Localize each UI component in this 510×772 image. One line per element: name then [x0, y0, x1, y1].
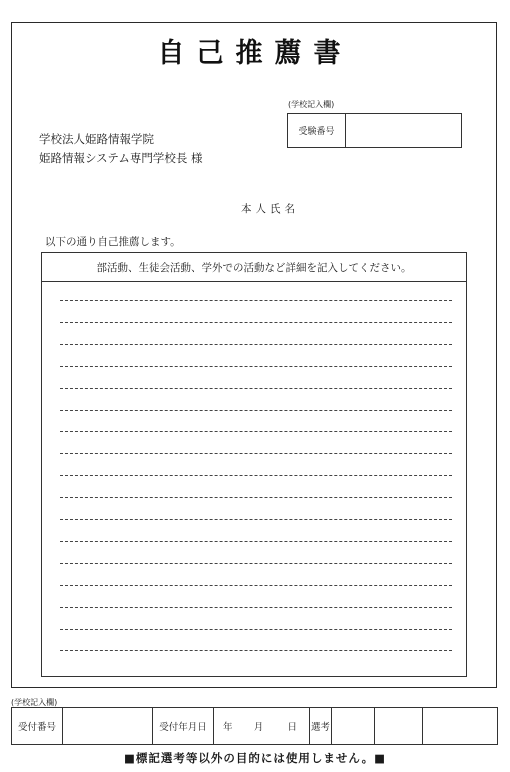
- exam-number-label: 受験番号: [288, 114, 346, 147]
- school-use-note-top: (学校記入欄): [288, 100, 335, 109]
- writing-line: [60, 585, 452, 586]
- intro-text: 以下の通り自己推薦します。: [45, 236, 181, 248]
- writing-line: [60, 410, 452, 411]
- document-title: 自己推薦書: [157, 38, 353, 69]
- writing-line: [60, 344, 452, 345]
- school-use-note-bottom: (学校記入欄): [11, 698, 58, 707]
- applicant-name-label: 本人氏名: [241, 203, 299, 215]
- exam-number-field[interactable]: [346, 114, 461, 147]
- selection-field-2[interactable]: [375, 708, 423, 745]
- writing-line: [60, 475, 452, 476]
- writing-line: [60, 563, 452, 564]
- receipt-table: [11, 707, 498, 745]
- writing-line: [60, 431, 452, 432]
- activity-box: [41, 252, 467, 677]
- writing-line: [60, 388, 452, 389]
- receipt-date-label: 受付年月日: [153, 708, 214, 745]
- writing-line: [60, 366, 452, 367]
- activity-instruction: 部活動、生徒会活動、学外での活動など詳細を記入してください。: [42, 253, 466, 282]
- writing-line: [60, 650, 452, 651]
- writing-line: [60, 629, 452, 630]
- selection-field-1[interactable]: [332, 708, 375, 745]
- receipt-number-label: 受付番号: [12, 708, 63, 745]
- receipt-year-label: 年: [214, 708, 242, 745]
- writing-line: [60, 541, 452, 542]
- addressee-line-1: 学校法人姫路情報学院: [39, 132, 154, 146]
- footer-note: ■標記選考等以外の目的には使用しません。■: [124, 751, 386, 765]
- receipt-day-label: 日: [276, 708, 310, 745]
- selection-field-3[interactable]: [423, 708, 498, 745]
- writing-line: [60, 497, 452, 498]
- writing-line: [60, 453, 452, 454]
- writing-line: [60, 300, 452, 301]
- writing-line: [60, 322, 452, 323]
- selection-label: 選考: [310, 708, 332, 745]
- receipt-number-field[interactable]: [63, 708, 153, 745]
- exam-number-box: [287, 113, 462, 148]
- writing-line: [60, 607, 452, 608]
- receipt-month-label: 月: [242, 708, 276, 745]
- addressee-line-2: 姫路情報システム専門学校長 様: [39, 151, 203, 165]
- writing-line: [60, 519, 452, 520]
